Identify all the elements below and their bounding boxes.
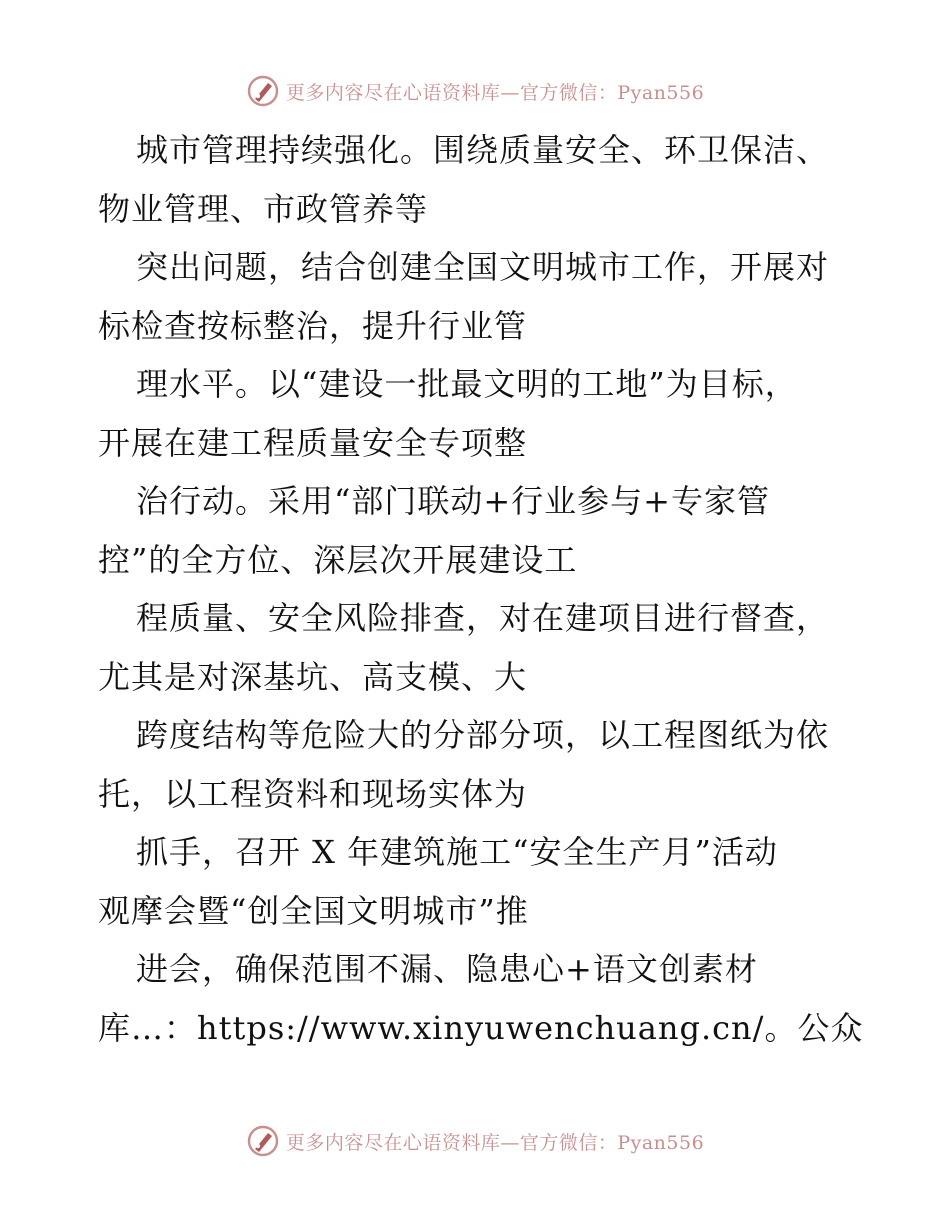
text-line: 开展在建工程质量安全专项整 xyxy=(98,423,528,462)
footer-watermark-banner xyxy=(0,1121,950,1161)
text-line: 城市管理持续强化。围绕质量安全、环卫保洁、 xyxy=(136,131,830,169)
text-line: 物业管理、市政管养等 xyxy=(98,189,429,228)
text-line: 标检查按标整治，提升行业管 xyxy=(98,306,528,345)
text-line: 理水平。以“建设一批最文明的工地”为目标， xyxy=(136,365,798,403)
pen-circle-logo-icon xyxy=(246,1124,280,1158)
text-line: 尤其是对深基坑、高支模、大 xyxy=(98,657,528,696)
text-line: 抓手，召开 X 年建筑施工“安全生产月”活动 xyxy=(136,833,778,871)
text-line: 治行动。采用“部门联动+行业参与+专家管 xyxy=(136,482,770,520)
watermark-text: 更多内容尽在心语资料库—官方微信：Pyan556 xyxy=(285,1131,705,1154)
document-body xyxy=(98,121,878,1057)
header-watermark-banner xyxy=(0,71,950,111)
text-line: 控”的全方位、深层次开展建设工 xyxy=(98,540,578,579)
text-line: 跨度结构等危险大的分部分项，以工程图纸为依 xyxy=(136,716,830,754)
text-line: 库…：https://www.xinyuwenchuang.cn/。公众 xyxy=(98,1008,864,1047)
text-line: 进会，确保范围不漏、隐患心+语文创素材 xyxy=(136,950,758,988)
pen-circle-logo-icon xyxy=(246,74,280,108)
text-line: 观摩会暨“创全国文明城市”推 xyxy=(98,891,529,930)
watermark-text: 更多内容尽在心语资料库—官方微信：Pyan556 xyxy=(285,81,705,104)
text-line: 突出问题，结合创建全国文明城市工作，开展对 xyxy=(136,248,830,286)
text-line: 托，以工程资料和现场实体为 xyxy=(98,774,528,813)
text-line: 程质量、安全风险排查，对在建项目进行督查， xyxy=(136,599,830,637)
